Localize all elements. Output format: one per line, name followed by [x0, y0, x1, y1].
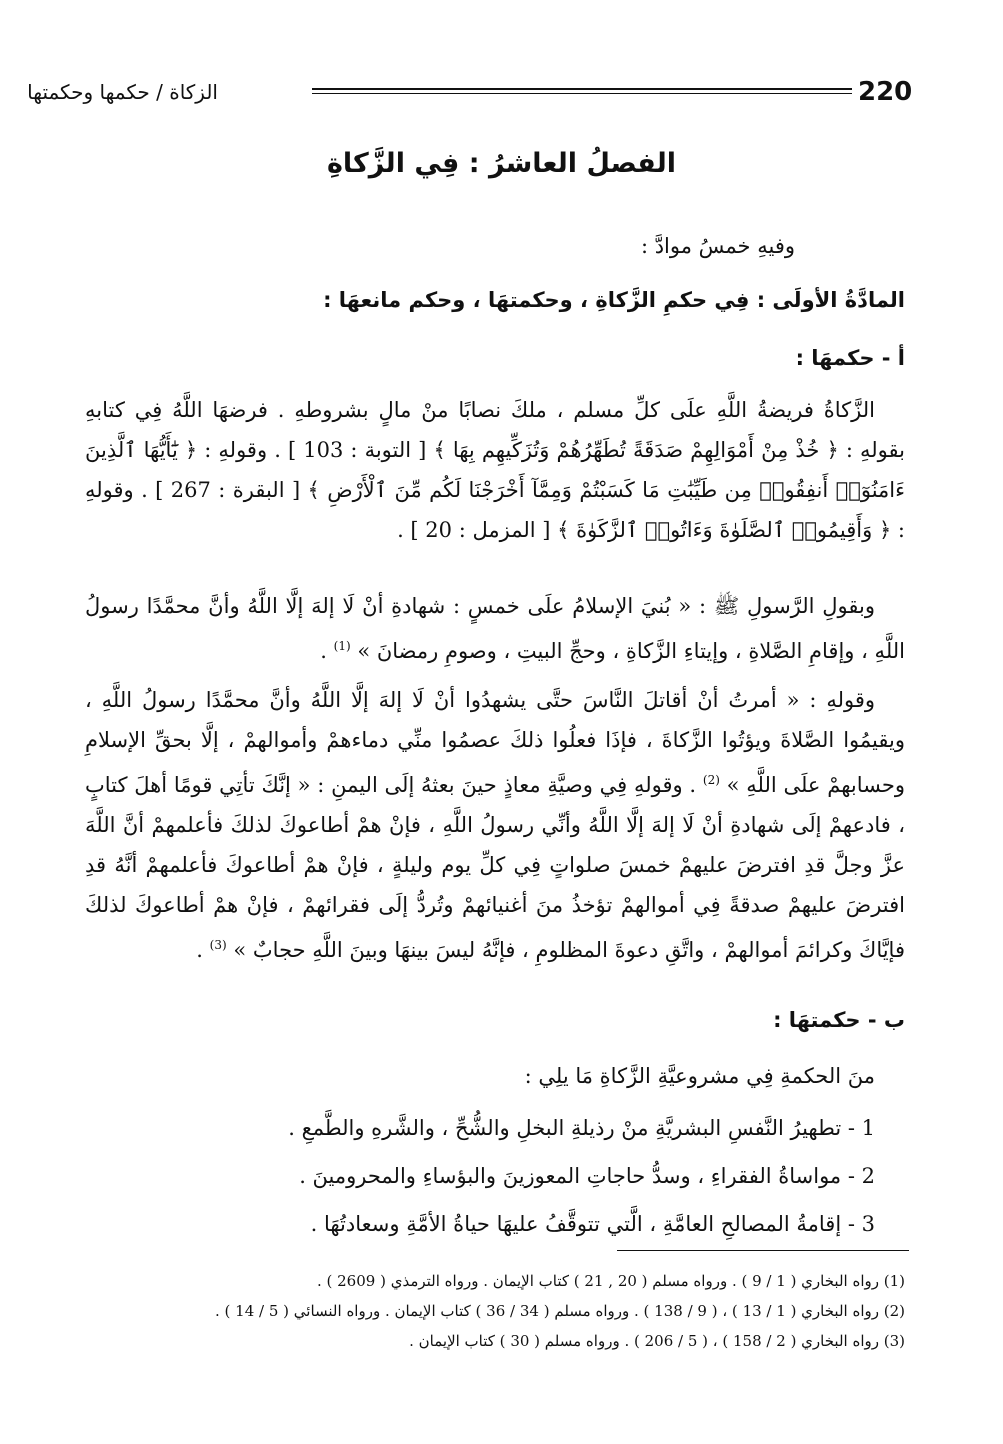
paragraph-hadith-fighting [85, 680, 905, 970]
hadith-fighting-text: وقولهِ : « أمرتُ أنْ أقاتلَ النَّاسَ حتَّى يشهدُوا أنْ لَا إلهَ إلَّا اللَّهُ وأنَّ محمَّدًا رسولُ اللَّهِ ، ويقيمُوا الصَّلاةَ ويؤتُوا الزَّكاةَ ، فإذَا فعلُوا ذلكَ عصمُوا منِّي دماءهمْ وأموالهمْ ، إلَّا بحقِّ الإسلامِ وحسابهمْ علَى اللَّهِ » [85, 688, 905, 797]
paragraph-hadith-pillars [85, 586, 905, 671]
page-header [20, 72, 913, 112]
article1-heading: المادَّةُ الأولَى : فِي حكمِ الزَّكاةِ ، وحكمتهَا ، وحكم مانعهَا : [323, 288, 905, 312]
running-title: الزكاة / حكمها وحكمتها [27, 80, 218, 104]
hadith-pillars-text: وبقولِ الرَّسولِ ﷺ : « بُنيَ الإسلامُ علَى خمسٍ : شهادةِ أنْ لَا إلهَ إلَّا اللَّهُ وأنَّ محمَّدًا رسولُ اللَّهِ ، وإقامِ الصَّلاةِ ، وإيتاءِ الزَّكاةِ ، وحجِّ البيتِ ، وصومِ رمضانَ » [85, 594, 905, 663]
wisdom-item-1: 1 - تطهيرُ النَّفسِ البشريَّةِ منْ رذيلةِ البخلِ والشُّحِّ ، والشَّرهِ والطَّمعِ . [288, 1116, 875, 1140]
footnote-separator [617, 1250, 909, 1251]
footnote-ref-3: (3) [209, 938, 227, 952]
paragraph-verses: الزَّكاةُ فريضةُ اللَّهِ علَى كلِّ مسلم ، ملكَ نصابًا منْ مالٍ بشروطهِ . فرضهَا اللَّهُ فِي كتابهِ بقولهِ : ﴿ خُذْ مِنْ أَمْوَالِهِمْ صَدَقَةً تُطَهِّرُهُمْ وَتُزَكِّيهِم بِهَا ﴾ [ التوبة : 103 ] . وقولهِ : ﴿ يَٰٓأَيُّهَا ٱلَّذِينَ ءَامَنُوٓا۟ أَنفِقُوا۟ مِن طَيِّبَٰتِ مَا كَسَبْتُمْ وَمِمَّآ أَخْرَجْنَا لَكُم مِّنَ ٱلْأَرْضِ ﴾ [ البقرة : 267 ] . وقولهِ : ﴿ وَأَقِيمُوا۟ ٱلصَّلَوٰةَ وَءَاتُوا۟ ٱلزَّكَوٰةَ ﴾ [ المزمل : 20 ] . [85, 398, 905, 542]
footnote-ref-2: (2) [702, 773, 720, 787]
intro-text: وفيهِ خمسُ موادَّ : [640, 234, 795, 258]
footnote-3: (3) رواه البخاري ( 2 / 158 ) ، ( 5 / 206 ) . ورواه مسلم ( 30 ) كتاب الإيمان . [409, 1332, 905, 1350]
footnote-ref-1: (1) [333, 639, 351, 653]
footnote-2: (2) رواه البخاري ( 1 / 13 ) ، ( 9 / 138 ) . ورواه مسلم ( 34 / 36 ) كتاب الإيمان . ورواه النسائي ( 5 / 14 ) . [215, 1302, 905, 1320]
hadith-muadh-text: . وقولهِ فِي وصيَّةِ معاذٍ حينَ بعثهُ إلَى اليمنِ : « إنَّكَ تأتِي قومًا أهلَ كتابٍ ، فادعهمْ إلَى شهادةِ أنْ لَا إلهَ إلَّا اللَّهُ وأنِّي رسولُ اللَّهِ ، فإنْ همْ أطاعوكَ لذلكَ فأعلمهمْ أنَّ اللَّهَ عزَّ وجلَّ قدِ افترضَ عليهمْ خمسَ صلواتٍ فِي كلِّ يوم وليلةٍ ، فإنْ همْ أطاعوكَ فأعلمهمْ أنَّهُ قدِ افترضَ عليهمْ صدقةً فِي أموالهمْ تؤخذُ منَ أغنيائهمْ وتُردُّ إلَى فقرائهمْ ، فإنْ همْ أطاعوكَ لذلكَ فإيَّاكَ وكرائمَ أموالهمْ ، واتَّقِ دعوةَ المظلومِ ، فإنَّهُ ليسَ بينهَا وبينَ اللَّهِ حجابٌ » [85, 773, 905, 962]
header-rule [312, 88, 852, 90]
chapter-title: الفصلُ العاشرُ : فِي الزَّكاةِ [326, 148, 676, 179]
intro-line [85, 226, 905, 266]
wisdom-item-2: 2 - مواساةُ الفقراءِ ، وسدُّ حاجاتِ المعوزينَ والبؤساءِ والمحرومينَ . [299, 1164, 875, 1188]
hadith-muadh-end: . [196, 938, 203, 962]
footnote-1: (1) رواه البخاري ( 1 / 9 ) . ورواه مسلم ( 20 , 21 ) كتاب الإيمان . ورواه الترمذي ( 2609 ) . [316, 1272, 905, 1290]
section-a-heading: أ - حكمهَا : [795, 346, 905, 370]
header-rule-thin [312, 93, 852, 94]
hadith-pillars-end: . [320, 639, 327, 663]
page-number: 220 [858, 77, 913, 107]
wisdom-intro: منَ الحكمةِ فِي مشروعيَّةِ الزَّكاةِ مَا يلِي : [524, 1064, 875, 1088]
footnotes [85, 1266, 905, 1356]
wisdom-item-3: 3 - إقامةُ المصالحِ العامَّةِ ، الَّتي تتوقَّفُ عليهَا حياةُ الأمَّةِ وسعادتُهَا . [310, 1212, 875, 1236]
section-b-heading: ب - حكمتهَا : [773, 1008, 905, 1032]
